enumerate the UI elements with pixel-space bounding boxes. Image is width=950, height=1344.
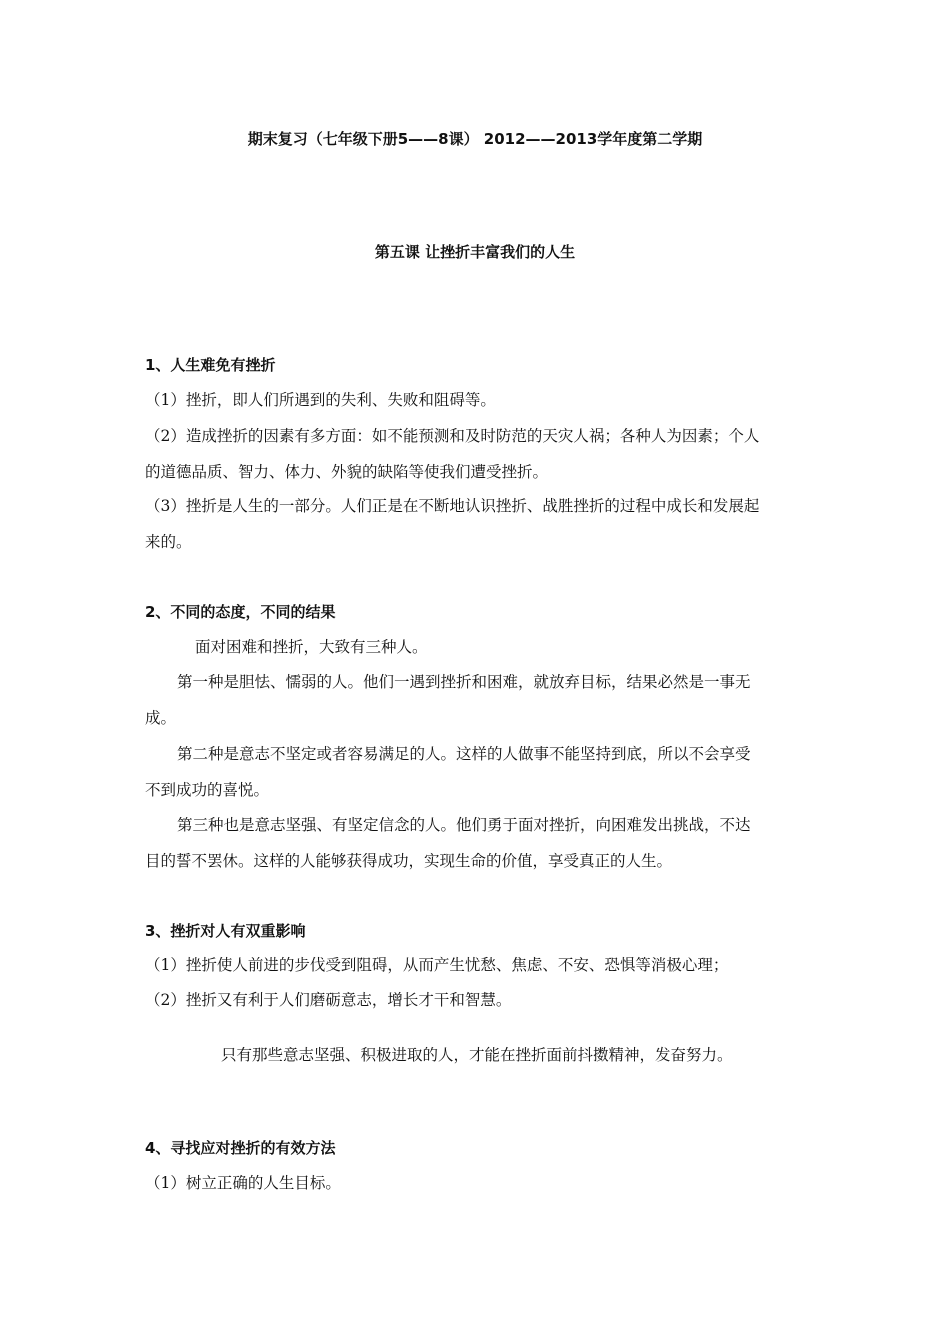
section-3-heading: 3、挫折对人有双重影响 bbox=[145, 922, 306, 940]
section-1-line-4: （3）挫折是人生的一部分。人们正是在不断地认识挫折、战胜挫折的过程中成长和发展起 bbox=[145, 497, 760, 515]
section-2-line-6: 第三种也是意志坚强、有坚定信念的人。他们勇于面对挫折，向困难发出挑战，不达 bbox=[177, 816, 751, 834]
section-1-line-2: （2）造成挫折的因素有多方面：如不能预测和及时防范的天灾人祸；各种人为因素；个人 bbox=[145, 427, 760, 445]
section-3-line-2: （2）挫折又有利于人们磨砺意志，增长才干和智慧。 bbox=[145, 991, 512, 1009]
lesson-title: 第五课 让挫折丰富我们的人生 bbox=[374, 243, 576, 261]
section-1-line-5: 来的。 bbox=[145, 533, 192, 551]
section-2-line-3: 成。 bbox=[145, 709, 177, 727]
section-2-line-4: 第二种是意志不坚定或者容易满足的人。这样的人做事不能坚持到底，所以不会享受 bbox=[177, 745, 751, 763]
section-2-line-1: 面对困难和挫折，大致有三种人。 bbox=[195, 638, 428, 656]
section-1-line-1: （1）挫折，即人们所遇到的失利、失败和阻碍等。 bbox=[145, 391, 496, 409]
section-2-line-7: 目的誓不罢休。这样的人能够获得成功，实现生命的价值，享受真正的人生。 bbox=[145, 852, 673, 870]
section-2-line-2: 第一种是胆怯、懦弱的人。他们一遇到挫折和困难，就放弃目标，结果必然是一事无 bbox=[177, 673, 751, 691]
section-1-line-3: 的道德品质、智力、体力、外貌的缺陷等使我们遭受挫折。 bbox=[145, 463, 549, 481]
section-2-heading: 2、不同的态度，不同的结果 bbox=[145, 603, 336, 621]
section-4-heading: 4、寻找应对挫折的有效方法 bbox=[145, 1139, 336, 1157]
section-4-line-1: （1）树立正确的人生目标。 bbox=[145, 1174, 341, 1192]
document-header-title: 期末复习（七年级下册5——8课） 2012——2013学年度第二学期 bbox=[247, 130, 703, 148]
section-3-summary: 只有那些意志坚强、积极进取的人，才能在挫折面前抖擞精神，发奋努力。 bbox=[221, 1046, 733, 1064]
section-1-heading: 1、人生难免有挫折 bbox=[145, 356, 276, 374]
section-2-line-5: 不到成功的喜悦。 bbox=[145, 781, 270, 799]
section-3-line-1: （1）挫折使人前进的步伐受到阻碍，从而产生忧愁、焦虑、不安、恐惧等消极心理； bbox=[145, 956, 729, 974]
